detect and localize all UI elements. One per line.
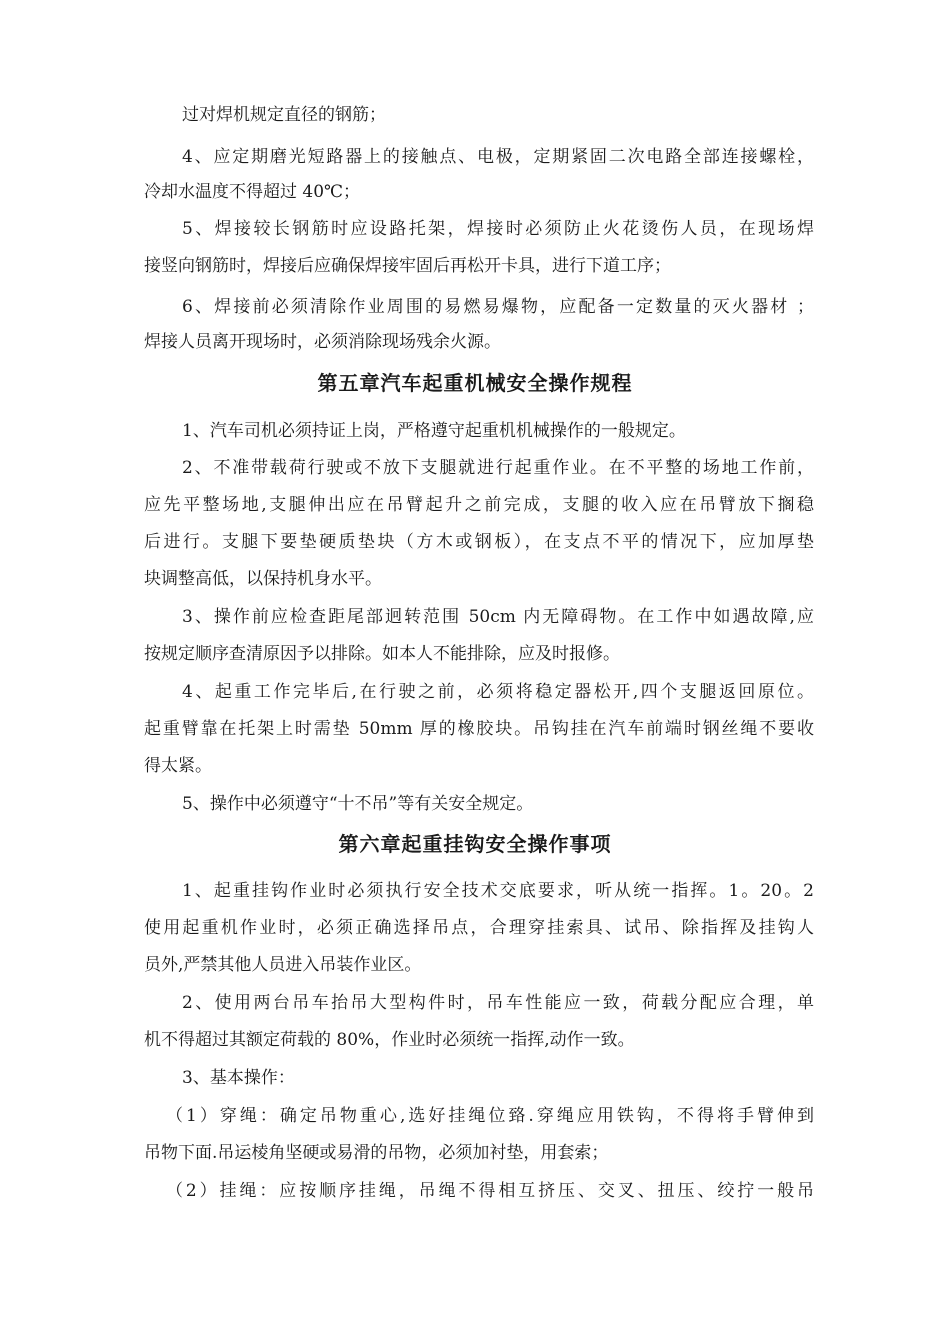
paragraph-line: 块调整高低，以保持机身水平。 bbox=[144, 569, 382, 589]
paragraph-line: 焊接人员离开现场时，必须消除现场残余火源。 bbox=[144, 332, 501, 352]
paragraph-line: 冷却水温度不得超过 40℃； bbox=[144, 182, 361, 202]
paragraph-line: 3、操作前应检查距尾部迥转范围 50cm 内无障碍物。在工作中如遇故障,应 bbox=[182, 607, 814, 627]
paragraph-line: 2、不准带载荷行驶或不放下支腿就进行起重作业。在不平整的场地工作前， bbox=[182, 458, 814, 478]
paragraph-line: 使用起重机作业时，必须正确选择吊点，合理穿挂索具、试吊、除指挥及挂钩人 bbox=[144, 918, 814, 938]
paragraph-line: （2）挂绳：应按顺序挂绳，吊绳不得相互挤压、交叉、扭压、绞拧一般吊 bbox=[166, 1181, 814, 1201]
paragraph-line: 4、应定期磨光短路器上的接触点、电极，定期紧固二次电路全部连接螺栓， bbox=[182, 147, 814, 167]
paragraph-line: 1、汽车司机必须持证上岗，严格遵守起重机机械操作的一般规定。 bbox=[182, 421, 686, 441]
paragraph-line: 员外,严禁其他人员进入吊装作业区。 bbox=[144, 955, 422, 975]
paragraph-line: 得太紧。 bbox=[144, 756, 212, 776]
paragraph-line: 吊物下面.吊运棱角坚硬或易滑的吊物，必须加衬垫，用套索； bbox=[144, 1143, 609, 1163]
paragraph-line: 5、焊接较长钢筋时应设路托架，焊接时必须防止火花烫伤人员，在现场焊 bbox=[182, 219, 814, 239]
paragraph-line: 2、使用两台吊车抬吊大型构件时，吊车性能应一致，荷载分配应合理，单 bbox=[182, 993, 814, 1013]
paragraph-line: 起重臂靠在托架上时需垫 50mm 厚的橡胶块。吊钩挂在汽车前端时钢丝绳不要收 bbox=[144, 719, 814, 739]
paragraph-line: 机不得超过其额定荷载的 80%，作业时必须统一指挥,动作一致。 bbox=[144, 1030, 635, 1050]
paragraph-line: 接竖向钢筋时，焊接后应确保焊接牢固后再松开卡具，进行下道工序； bbox=[144, 256, 671, 276]
paragraph-line: 按规定顺序查清原因予以排除。如本人不能排除，应及时报修。 bbox=[144, 644, 620, 664]
paragraph-line: 1、起重挂钩作业时必须执行安全技术交底要求，听从统一指挥。1。20。2 bbox=[182, 881, 814, 901]
paragraph-line: 后进行。支腿下要垫硬质垫块（方木或钢板），在支点不平的情况下，应加厚垫 bbox=[144, 532, 814, 552]
paragraph-line: 应先平整场地,支腿伸出应在吊臂起升之前完成，支腿的收入应在吊臂放下搁稳 bbox=[144, 495, 814, 515]
chapter-heading-6: 第六章起重挂钩安全操作事项 bbox=[338, 832, 612, 856]
paragraph-line: 6、焊接前必须清除作业周围的易燃易爆物，应配备一定数量的灭火器材 ； bbox=[182, 297, 814, 317]
paragraph-line: 5、操作中必须遵守“十不吊”等有关安全规定。 bbox=[182, 794, 534, 814]
paragraph-line: （1）穿绳：确定吊物重心,选好挂绳位臵.穿绳应用铁钩，不得将手臂伸到 bbox=[166, 1106, 814, 1126]
chapter-heading-5: 第五章汽车起重机械安全操作规程 bbox=[317, 371, 633, 395]
paragraph-line: 4、起重工作完毕后,在行驶之前，必须将稳定器松开,四个支腿返回原位。 bbox=[182, 682, 814, 702]
paragraph-line: 3、基本操作： bbox=[182, 1068, 295, 1088]
paragraph-line: 过对焊机规定直径的钢筋； bbox=[182, 105, 386, 125]
